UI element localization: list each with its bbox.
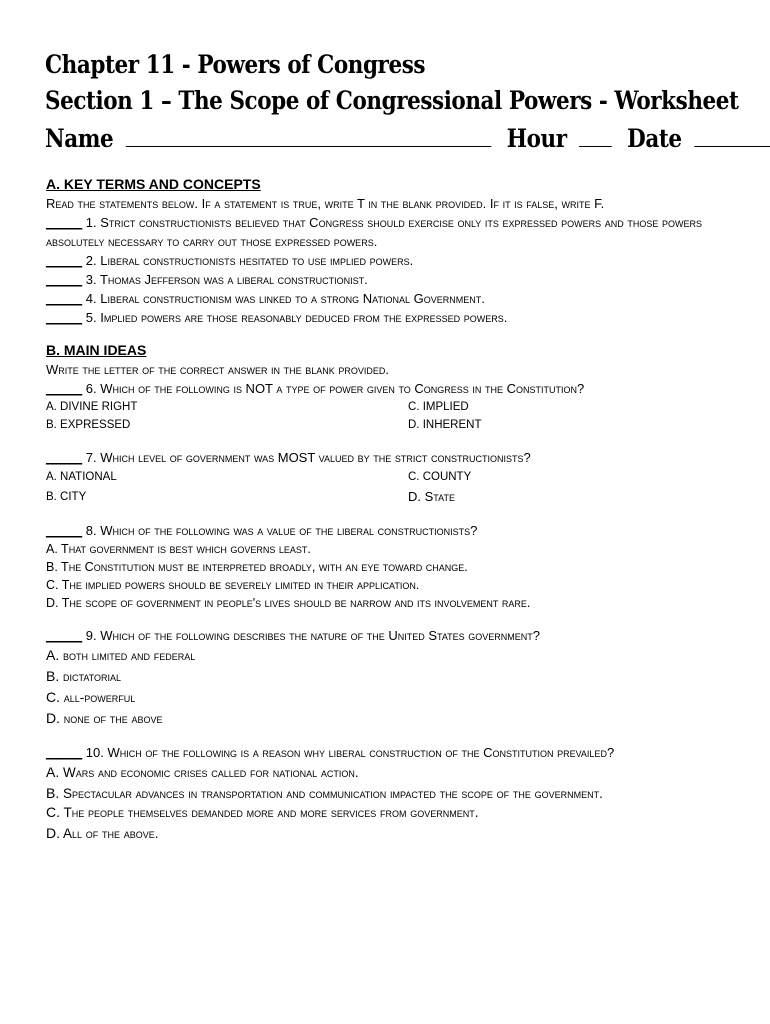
option: A. NATIONAL xyxy=(46,471,117,483)
option: B. The Constitution must be interpreted broadly, with an eye toward change. xyxy=(46,560,468,574)
option: D. All of the above. xyxy=(46,825,159,841)
option: C. COUNTY xyxy=(408,471,472,483)
question-7 xyxy=(46,448,736,467)
option: B. Spectacular advances in transportation and communication impacted the scope of the government. xyxy=(46,785,603,801)
option: A. Wars and economic crises called for national action. xyxy=(46,764,359,780)
question-9 xyxy=(46,626,736,645)
question-5 xyxy=(46,308,736,327)
answer-blank[interactable]: _____ xyxy=(46,310,83,325)
question-text: 5. Implied powers are those reasonably deduced from the expressed powers. xyxy=(82,310,508,325)
section-b-instructions: Write the letter of the correct answer in the blank provided. xyxy=(46,362,390,377)
question-8 xyxy=(46,521,736,540)
answer-blank[interactable]: _____ xyxy=(46,272,83,287)
date-blank[interactable] xyxy=(694,124,770,147)
option: A. DIVINE RIGHT xyxy=(46,401,138,413)
question-text: 3. Thomas Jefferson was a liberal constructionist. xyxy=(82,272,368,287)
hour-label: Hour xyxy=(506,124,567,153)
date-label: Date xyxy=(627,124,682,153)
option: A. both limited and federal xyxy=(46,647,196,663)
answer-blank[interactable]: _____ xyxy=(46,381,83,396)
option: C. The implied powers should be severely limited in their application. xyxy=(46,578,420,592)
question-text: 9. Which of the following describes the nature of the United States government? xyxy=(82,628,541,643)
question-7-options xyxy=(46,467,736,507)
section-a-instructions: Read the statements below. If a statement is true, write T in the blank provided. If it is false, write F. xyxy=(46,196,605,211)
question-4 xyxy=(46,289,736,308)
answer-blank[interactable]: _____ xyxy=(46,215,83,230)
section-b-heading: B. MAIN IDEAS xyxy=(46,342,147,358)
name-label: Name xyxy=(45,124,114,153)
answer-blank[interactable]: _____ xyxy=(46,291,83,306)
worksheet-body xyxy=(46,175,736,844)
question-6 xyxy=(46,379,736,398)
question-text: 8. Which of the following was a value of the liberal constructionists? xyxy=(82,523,478,538)
answer-blank[interactable]: _____ xyxy=(46,523,83,538)
question-text: 1. Strict constructionists believed that Congress should exercise only its expressed powers and those powers absolutely necessary to carry out those expressed powers. xyxy=(46,215,702,249)
question-text: 4. Liberal constructionism was linked to a strong National Government. xyxy=(82,291,485,306)
name-hour-date-line xyxy=(45,124,770,154)
question-2 xyxy=(46,251,736,270)
option: C. The people themselves demanded more and more services from government. xyxy=(46,804,479,820)
option: D. State xyxy=(408,489,455,504)
option: B. CITY xyxy=(46,491,87,503)
option: B. EXPRESSED xyxy=(46,419,131,431)
option: D. The scope of government in people's lives should be narrow and its involvement rare. xyxy=(46,596,531,610)
question-10 xyxy=(46,743,736,762)
section-title: Section 1 – The Scope of Congressional Powers - Worksheet xyxy=(45,86,739,115)
option: C. IMPLIED xyxy=(408,401,469,413)
question-text: 7. Which level of government was MOST valued by the strict constructionists? xyxy=(82,450,531,465)
option: C. all-powerful xyxy=(46,689,136,705)
option: D. none of the above xyxy=(46,710,163,726)
question-text: 6. Which of the following is NOT a type of power given to Congress in the Constitution? xyxy=(82,381,585,396)
answer-blank[interactable]: _____ xyxy=(46,450,83,465)
answer-blank[interactable]: _____ xyxy=(46,628,83,643)
option: B. dictatorial xyxy=(46,668,122,684)
question-text: 10. Which of the following is a reason why liberal construction of the Constitution prevailed? xyxy=(82,745,615,760)
option: D. INHERENT xyxy=(408,419,482,431)
section-a-heading: A. KEY TERMS AND CONCEPTS xyxy=(46,176,261,192)
option: A. That government is best which governs least. xyxy=(46,542,311,556)
question-text: 2. Liberal constructionists hesitated to use implied powers. xyxy=(82,253,414,268)
answer-blank[interactable]: _____ xyxy=(46,745,83,760)
question-1 xyxy=(46,213,736,251)
question-6-options xyxy=(46,398,736,434)
name-blank[interactable] xyxy=(126,124,492,147)
answer-blank[interactable]: _____ xyxy=(46,253,83,268)
question-3 xyxy=(46,270,736,289)
hour-blank[interactable] xyxy=(579,124,612,147)
chapter-title: Chapter 11 - Powers of Congress xyxy=(45,50,426,79)
